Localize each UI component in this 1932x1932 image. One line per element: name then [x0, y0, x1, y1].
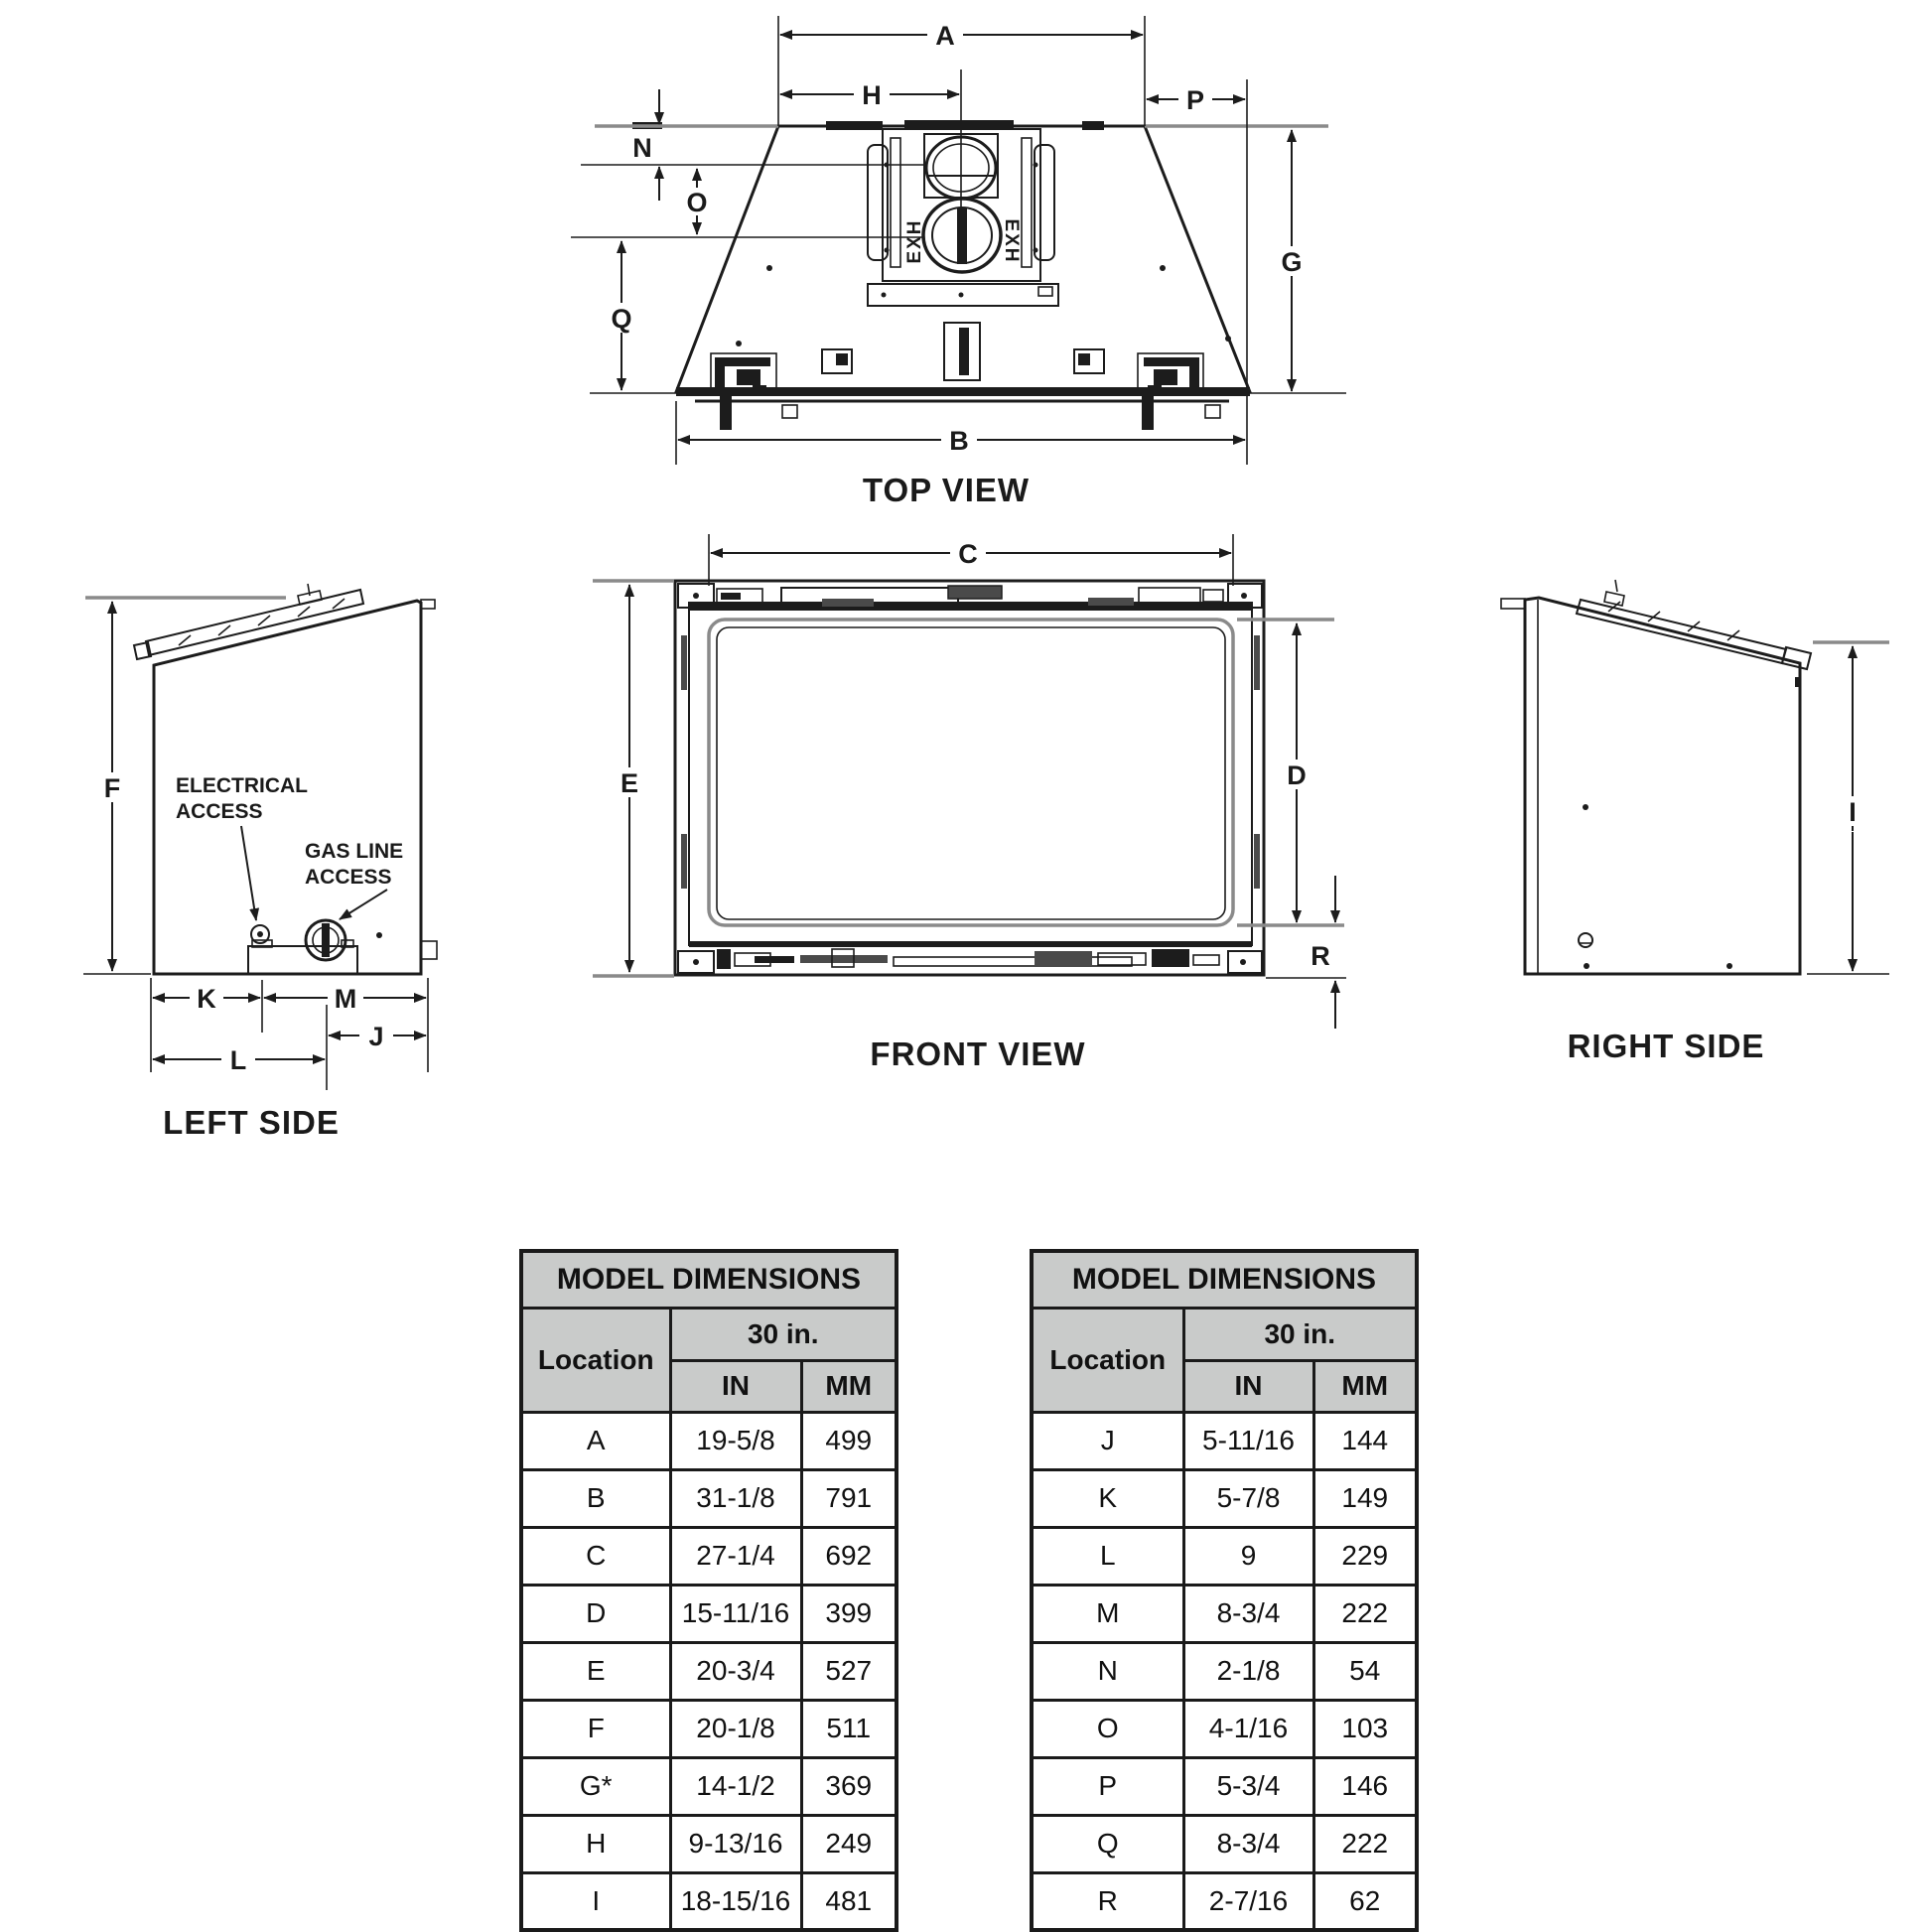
frame-slots: [681, 635, 1260, 889]
right-side-dimensions: [1839, 646, 1866, 971]
right-side-view: [1501, 580, 1889, 1064]
dim-N: N: [632, 133, 652, 163]
table-row: E 20-3/4 527: [521, 1642, 897, 1700]
in-header: IN: [1183, 1360, 1313, 1412]
top-view: [571, 16, 1346, 508]
dim-C: C: [958, 539, 978, 569]
left-bracket: [868, 145, 888, 260]
table-row: A 19-5/8 499: [521, 1412, 897, 1469]
in-header: IN: [670, 1360, 801, 1412]
table-row: G* 14-1/2 369: [521, 1757, 897, 1815]
glass-opening: [709, 620, 1233, 925]
dim-R: R: [1311, 941, 1330, 971]
size-header: 30 in.: [670, 1308, 897, 1360]
front-view: [593, 534, 1346, 1072]
front-top-strip: [678, 584, 1262, 611]
dim-M: M: [334, 984, 357, 1014]
location-header: Location: [1032, 1308, 1183, 1412]
exh-label-left: EXH: [904, 218, 925, 264]
dim-J: J: [368, 1022, 384, 1051]
dim-Q: Q: [611, 304, 632, 334]
table-row: K 5-7/8 149: [1032, 1469, 1417, 1527]
dim-K: K: [197, 984, 216, 1014]
dim-P: P: [1185, 85, 1205, 115]
right-bracket: [1035, 145, 1054, 260]
gas-access-label-1: GAS LINE: [305, 840, 404, 863]
table-row: B 31-1/8 791: [521, 1469, 897, 1527]
mm-header: MM: [1313, 1360, 1417, 1412]
table-row: F 20-1/8 511: [521, 1700, 897, 1757]
table-row: J 5-11/16 144: [1032, 1412, 1417, 1469]
gas-leader-arrow: [340, 890, 387, 919]
front-outer-frame: [675, 581, 1264, 975]
table-row: R 2-7/16 62: [1032, 1872, 1417, 1930]
dim-G: G: [1281, 247, 1303, 277]
dim-D: D: [1287, 760, 1307, 790]
size-header: 30 in.: [1183, 1308, 1417, 1360]
gas-access-label-2: ACCESS: [305, 866, 392, 889]
dim-O: O: [686, 188, 708, 217]
right-side-body: [1525, 598, 1800, 974]
front-inner-frame: [689, 603, 1252, 945]
access-plate: [248, 920, 382, 974]
table-row: L 9 229: [1032, 1527, 1417, 1585]
mm-header: MM: [801, 1360, 897, 1412]
right-side-title: RIGHT SIDE: [1567, 1028, 1765, 1064]
table-row: C 27-1/4 692: [521, 1527, 897, 1585]
location-header: Location: [521, 1308, 670, 1412]
left-side-title: LEFT SIDE: [163, 1104, 340, 1141]
dim-L: L: [229, 1045, 247, 1075]
dim-B: B: [949, 426, 969, 456]
dim-H: H: [862, 80, 882, 110]
exh-label-right: EXH: [1001, 218, 1022, 264]
left-side-dimensions: [95, 602, 426, 1075]
dim-F: F: [103, 773, 121, 803]
electrical-access-label-2: ACCESS: [176, 800, 263, 823]
dim-A: A: [935, 21, 955, 51]
junction-boxes: [822, 323, 1104, 380]
table-title: MODEL DIMENSIONS: [1032, 1251, 1417, 1308]
table-title: MODEL DIMENSIONS: [521, 1251, 897, 1308]
vent-assembly: [868, 129, 1058, 306]
model-dimensions-table-right: [1030, 1249, 1419, 1932]
top-view-title: TOP VIEW: [862, 472, 1031, 508]
model-dimensions-table-left: [519, 1249, 898, 1932]
left-side-view: [83, 584, 437, 1141]
dim-E: E: [620, 768, 639, 798]
dim-I: I: [1849, 797, 1857, 827]
electrical-access-label-1: ELECTRICAL: [176, 774, 308, 797]
table-row: Q 8-3/4 222: [1032, 1815, 1417, 1872]
front-bottom-strip: [678, 941, 1262, 973]
table-row: I 18-15/16 481: [521, 1872, 897, 1930]
electrical-leader-arrow: [241, 826, 256, 920]
table-row: M 8-3/4 222: [1032, 1585, 1417, 1642]
front-view-title: FRONT VIEW: [870, 1035, 1086, 1072]
table-row: H 9-13/16 249: [521, 1815, 897, 1872]
table-row: P 5-3/4 146: [1032, 1757, 1417, 1815]
table-row: N 2-1/8 54: [1032, 1642, 1417, 1700]
table-row: O 4-1/16 103: [1032, 1700, 1417, 1757]
table-row: D 15-11/16 399: [521, 1585, 897, 1642]
knockout-port: [1579, 933, 1592, 947]
